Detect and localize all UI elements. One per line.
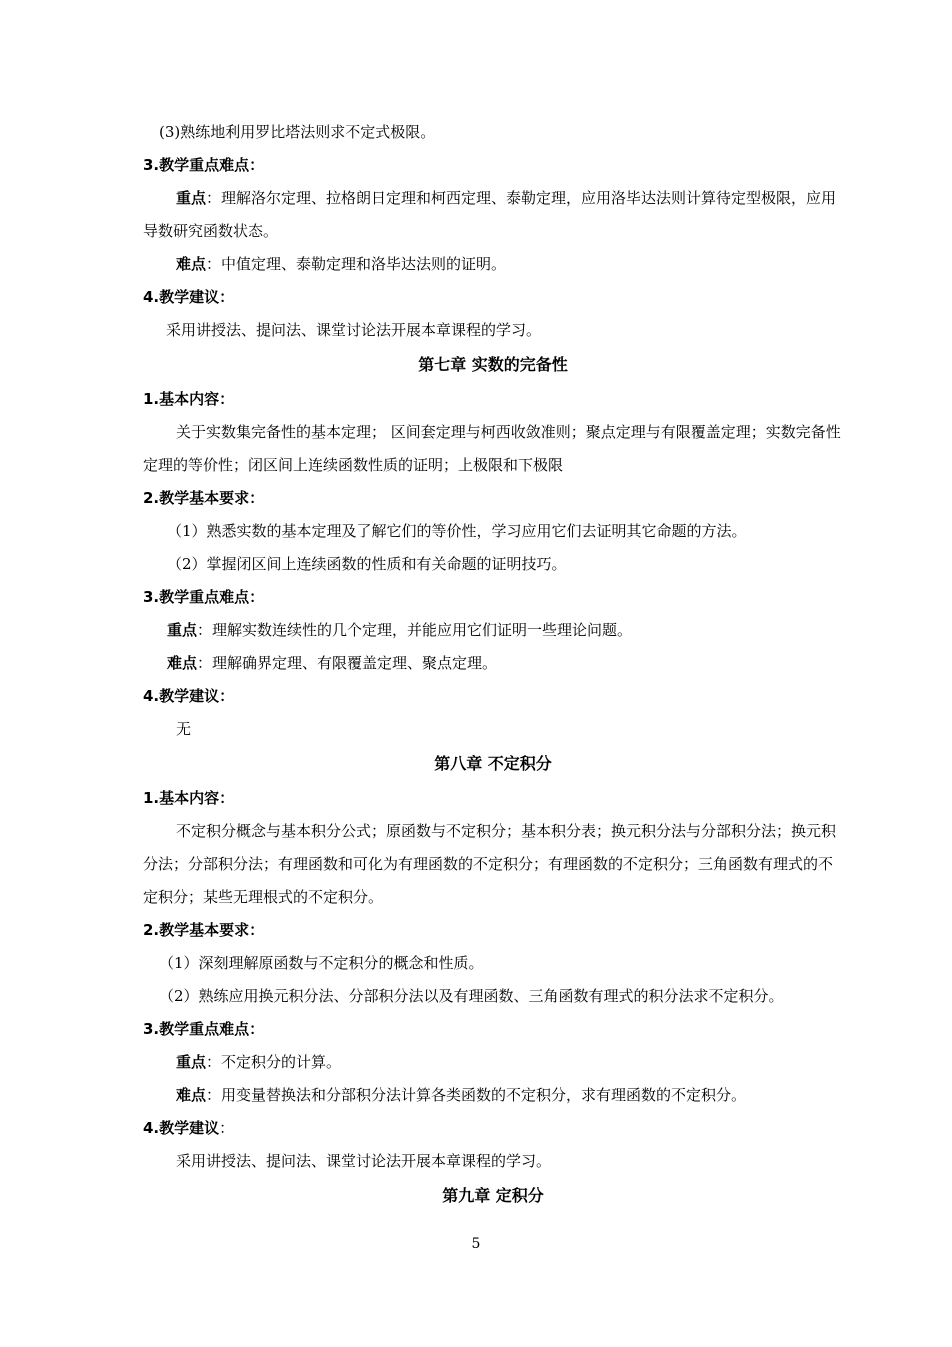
ch7-requirement-1: （1）熟悉实数的基本定理及了解它们的等价性，学习应用它们去证明其它命题的方法。	[167, 522, 747, 540]
ch7-key-paragraph	[143, 614, 843, 647]
ch8-content-text: 不定积分概念与基本积分公式；原函数与不定积分；基本积分表；换元积分法与分部积分法；换元积分法；分部积分法；有理函数和可化为有理函数的不定积分；有理函数的不定积分；三角函数有理式的不定积分；某些无理根式的不定积分。	[143, 822, 837, 906]
ch7-heading-key-points: 3.教学重点难点：	[143, 588, 265, 606]
suggestion-text: 采用讲授法、提问法、课堂讨论法开展本章课程的学习。	[166, 321, 542, 339]
page-number: 5	[471, 1236, 481, 1252]
ch7-key-label: 重点	[167, 621, 198, 639]
chapter-9-title: 第九章 定积分	[442, 1186, 544, 1205]
key-point-paragraph	[143, 182, 843, 248]
section-heading-suggestion: 4.教学建议：	[143, 288, 235, 306]
ch8-key-paragraph	[143, 1046, 843, 1079]
chapter-7-title: 第七章 实数的完备性	[418, 355, 568, 374]
ch8-difficulty-paragraph	[143, 1079, 843, 1112]
ch7-difficulty-label: 难点	[167, 654, 198, 672]
ch8-difficulty-label: 难点	[176, 1086, 207, 1104]
ch8-key-text: ：不定积分的计算。	[206, 1053, 342, 1071]
difficulty-label: 难点	[176, 255, 207, 273]
ch7-content-text: 关于实数集完备性的基本定理； 区间套定理与柯西收敛准则；聚点定理与有限覆盖定理；实数完备性定理的等价性；闭区间上连续函数性质的证明；上极限和下极限	[143, 423, 841, 474]
ch8-heading-suggestion: 4.教学建议	[143, 1119, 220, 1137]
section-heading-key-points: 3.教学重点难点：	[143, 156, 265, 174]
key-text: ：理解洛尔定理、拉格朗日定理和柯西定理、泰勒定理，应用洛毕达法则计算待定型极限，应用导数研究函数状态。	[143, 189, 837, 240]
chapter-8-title: 第八章 不定积分	[434, 754, 552, 773]
ch8-heading-content: 1.基本内容：	[143, 789, 235, 807]
ch7-heading-content: 1.基本内容：	[143, 390, 235, 408]
ch7-suggestion-text: 无	[176, 720, 192, 738]
ch8-key-label: 重点	[176, 1053, 207, 1071]
key-label: 重点	[176, 189, 207, 207]
ch7-heading-suggestion: 4.教学建议：	[143, 687, 235, 705]
ch8-suggestion-text: 采用讲授法、提问法、课堂讨论法开展本章课程的学习。	[176, 1152, 552, 1170]
ch8-heading-suggestion-colon: ：	[219, 1119, 235, 1137]
difficulty-paragraph	[143, 248, 843, 281]
ch8-requirement-2: （2）熟练应用换元积分法、分部积分法以及有理函数、三角函数有理式的积分法求不定积分。	[159, 987, 784, 1005]
ch8-difficulty-text: ：用变量替换法和分部积分法计算各类函数的不定积分，求有理函数的不定积分。	[206, 1086, 747, 1104]
ch7-key-text: ：理解实数连续性的几个定理，并能应用它们证明一些理论问题。	[197, 621, 633, 639]
ch7-difficulty-text: ：理解确界定理、有限覆盖定理、聚点定理。	[197, 654, 498, 672]
ch7-requirement-2: （2）掌握闭区间上连续函数的性质和有关命题的证明技巧。	[167, 555, 567, 573]
ch8-heading-suggestion-line	[143, 1112, 843, 1145]
requirement-item-3: (3)熟练地利用罗比塔法则求不定式极限。	[159, 123, 436, 141]
ch7-heading-requirements: 2.教学基本要求：	[143, 489, 265, 507]
ch7-difficulty-paragraph	[143, 647, 843, 680]
ch8-heading-key-points: 3.教学重点难点：	[143, 1020, 265, 1038]
page-content	[143, 116, 843, 1214]
ch8-heading-requirements: 2.教学基本要求：	[143, 921, 265, 939]
difficulty-text: ：中值定理、泰勒定理和洛毕达法则的证明。	[206, 255, 507, 273]
ch8-requirement-1: （1）深刻理解原函数与不定积分的概念和性质。	[159, 954, 484, 972]
